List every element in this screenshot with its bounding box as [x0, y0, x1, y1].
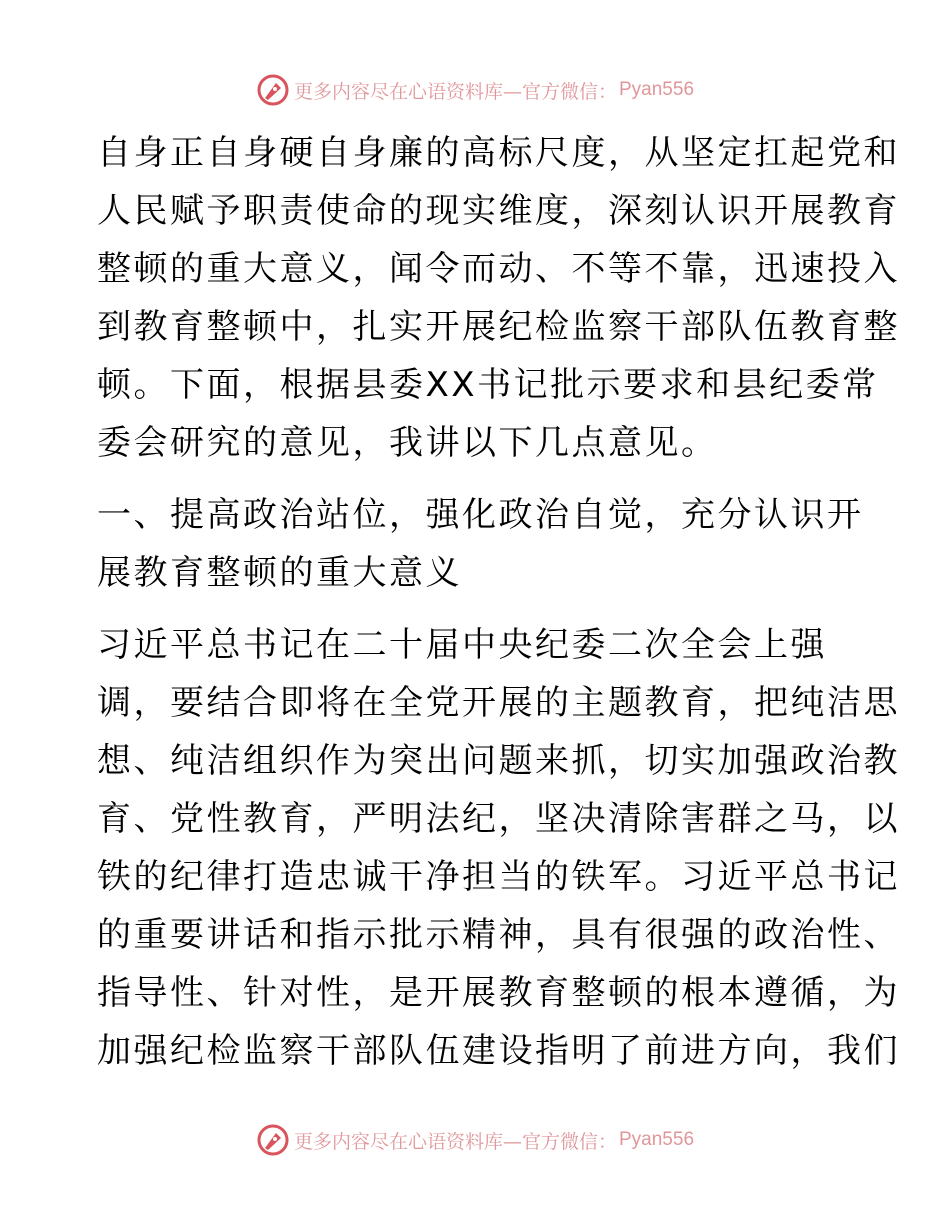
text-line: 到教育整顿中，扎实开展纪检监察干部队伍教育整: [97, 307, 900, 347]
paragraph-1: [97, 124, 900, 472]
text-line: 人民赋予职责使命的现实维度，深刻认识开展教育: [97, 191, 900, 231]
watermark-text: 更多内容尽在心语资料库—官方微信：: [293, 1130, 617, 1153]
text-line: 指导性、针对性，是开展教育整顿的根本遵循，为: [97, 973, 900, 1013]
section-heading-1: [97, 486, 864, 602]
text-line: 委会研究的意见，我讲以下几点意见。: [97, 423, 718, 463]
text-line: 整顿的重大意义，闻令而动、不等不靠，迅速投入: [97, 249, 900, 289]
text-line: 习近平总书记在二十届中央纪委二次全会上强: [97, 625, 827, 665]
text-line: 想、纯洁组织作为突出问题来抓，切实加强政治教: [97, 741, 900, 781]
header-watermark: [0, 70, 950, 110]
text-line: 铁的纪律打造忠诚干净担当的铁军。习近平总书记: [97, 857, 900, 897]
footer-watermark: [0, 1120, 950, 1160]
pen-nib-logo-icon: [256, 73, 290, 107]
text-line: 加强纪检监察干部队伍建设指明了前进方向，我们: [97, 1031, 900, 1071]
watermark-text: 更多内容尽在心语资料库—官方微信：: [293, 80, 617, 103]
paragraph-2: [97, 616, 900, 1080]
pen-nib-logo-icon: [256, 1123, 290, 1157]
document-body: [97, 124, 900, 1080]
text-line: 自身正自身硬自身廉的高标尺度，从坚定扛起党和: [97, 133, 900, 173]
heading-line: 一、提高政治站位，强化政治自觉，充分认识开: [97, 495, 864, 535]
text-line: 调，要结合即将在全党开展的主题教育，把纯洁思: [97, 683, 900, 723]
watermark-wechat-id: Pyan556: [619, 79, 695, 100]
text-line: 育、党性教育，严明法纪，坚决清除害群之马，以: [97, 799, 900, 839]
heading-line: 展教育整顿的重大意义: [97, 553, 462, 593]
watermark-wechat-id: Pyan556: [619, 1129, 695, 1150]
text-line: 的重要讲话和指示批示精神，具有很强的政治性、: [97, 915, 900, 955]
text-line: 顿。下面，根据县委XX书记批示要求和县纪委常: [97, 365, 879, 405]
